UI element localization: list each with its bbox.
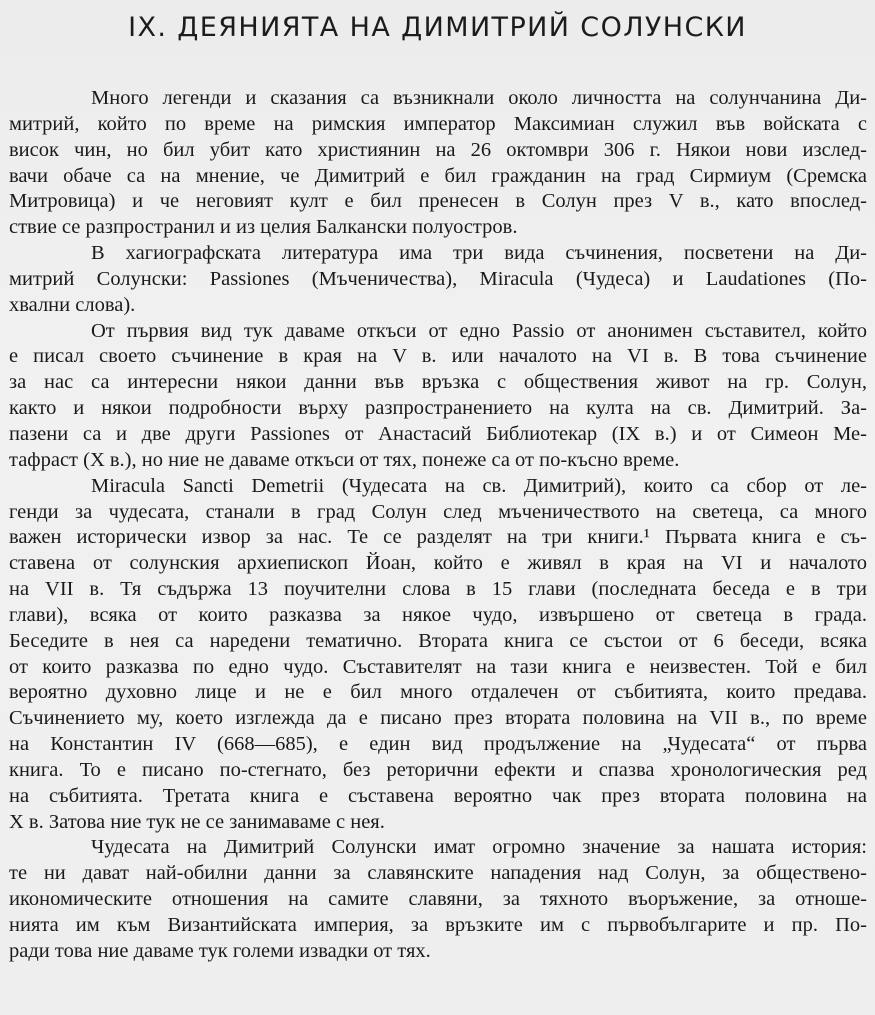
paragraph-1 xyxy=(9,86,867,241)
text-line: те ни дават най-обилни данни за славянските нападения над Солун, за обществено- xyxy=(9,862,867,885)
text-line: ствие се разпространил и из целия Балкански полуостров. xyxy=(9,216,518,239)
paragraph-2 xyxy=(9,241,867,319)
paragraph-5 xyxy=(9,835,867,964)
text-line: От първия вид тук даваме откъси от едно Passio от анонимен съставител, който xyxy=(91,319,867,342)
text-line: генди за чудесата, станали в град Солун след мъченичеството на светеца, са много xyxy=(9,500,867,523)
text-line: Много легенди и сказания са възникнали около личността на солунчанина Ди- xyxy=(91,87,867,109)
text-line: Митровица) и че неговият култ е бил пренесен в Солун през V в., като впослед- xyxy=(9,190,867,213)
text-line: както и някои подробности върху разпространението на култа на св. Димитрий. За- xyxy=(9,397,867,420)
text-line: книга. То е писано по-стегнато, без реторични ефекти и спазва хронологическия ред xyxy=(9,758,867,781)
text-line: В хагиографската литература има три вида съчинения, посветени на Ди- xyxy=(91,242,867,265)
text-line: вероятно духовно лице и не е бил много отдалечен от събитията, които предава. xyxy=(9,681,867,704)
text-line: нията им към Византийската империя, за връзките им с първобългарите и пр. По- xyxy=(9,914,867,936)
text-line: ради това ние даваме тук големи извадки от тях. xyxy=(9,939,431,962)
body-text xyxy=(9,86,867,965)
text-line: митрий, който по време на римския император Максимиан служил във войската с xyxy=(9,112,867,135)
text-line: важен исторически извор за нас. Те се разделят на три книги.¹ Първата книга е съ- xyxy=(9,526,867,549)
paragraph-3 xyxy=(9,319,867,474)
text-line: от които разказва по едно чудо. Съставителят на тази книга е неизвестен. Той е бил xyxy=(9,655,867,678)
chapter-title: IX. ДЕЯНИЯТА НА ДИМИТРИЙ СОЛУНСКИ xyxy=(128,12,747,43)
text-line: Чудесата на Димитрий Солунски имат огромно значение за нашата история: xyxy=(91,836,867,859)
text-line: глави), всяка от които разказва за някое чудо, извършено от светеца в града. xyxy=(9,603,867,626)
text-line: висок чин, но бил убит като християнин на 26 октомври 306 г. Някои нови изслед- xyxy=(9,138,867,161)
text-line: за нас са интересни някои данни във връзка с обществения живот на гр. Солун, xyxy=(9,371,867,394)
text-line: Miracula Sancti Demetrii (Чудесата на св. Димитрий), които са сбор от ле- xyxy=(91,474,867,497)
text-line: на събитията. Третата книга е съставена вероятно чак през втората половина на xyxy=(9,784,867,807)
text-line: митрий Солунски: Passiones (Мъченичества), Miracula (Чудеса) и Laudationes (По- xyxy=(9,267,867,290)
text-line: на Константин IV (668—685), е един вид продължение на „Чудесата“ от първа xyxy=(9,733,867,756)
text-line: тафраст (X в.), но ние не даваме откъси от тях, понеже са от по-късно време. xyxy=(9,448,680,471)
text-line: на VII в. Тя съдържа 13 поучителни слова в 15 глави (последната беседа е в три xyxy=(9,578,867,601)
text-line: ставена от солунския архиепископ Йоан, който е живял в края на VI и началото xyxy=(9,552,867,575)
text-line: вачи обаче са на мнение, че Димитрий е бил гражданин на град Сирмиум (Сремска xyxy=(9,164,867,187)
paragraph-4 xyxy=(9,474,867,836)
text-line: хвални слова). xyxy=(9,293,136,316)
text-line: X в. Затова ние тук не се занимаваме с нея. xyxy=(9,810,385,833)
text-line: Съчинението му, което изглежда да е писано през втората половина на VII в., по време xyxy=(9,707,867,730)
text-line: Беседите в нея са наредени тематично. Втората книга се състои от 6 беседи, всяка xyxy=(9,629,867,652)
text-line: е писал своето съчинение в края на V в. или началото на VI в. В това съчинение xyxy=(9,345,867,368)
text-line: икономическите отношения на самите славяни, за тяхното въоръжение, за отноше- xyxy=(9,888,867,911)
text-line: пазени са и две други Passiones от Анастасий Библиотекар (IX в.) и от Симеон Ме- xyxy=(9,422,867,445)
